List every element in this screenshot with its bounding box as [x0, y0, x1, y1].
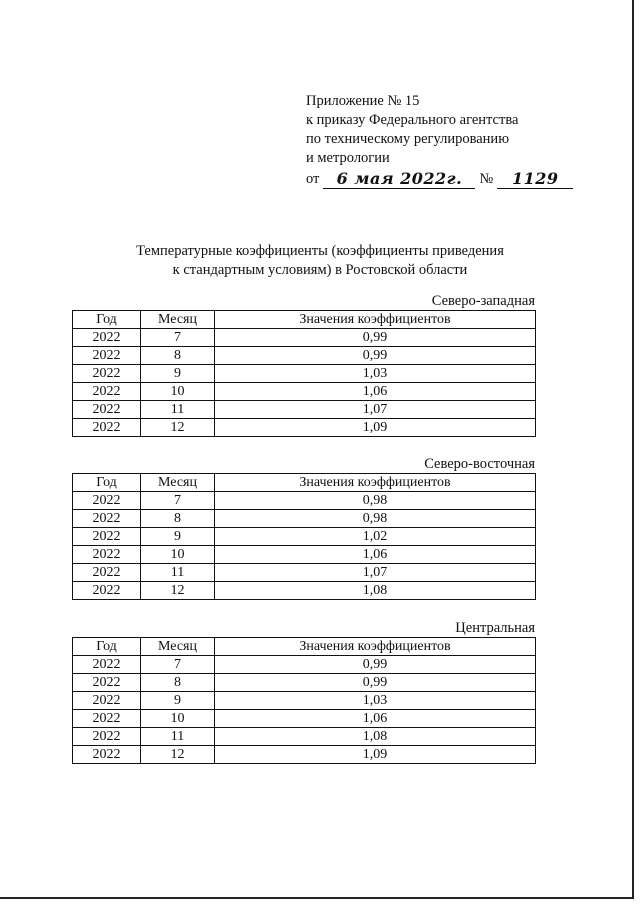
title-line-1: Температурные коэффициенты (коэффициенты приведения: [136, 243, 504, 259]
region-block-northwest: [72, 293, 535, 437]
region-block-central: [72, 620, 535, 764]
cell-month: 9: [141, 692, 215, 710]
table-row: [73, 582, 536, 600]
cell-value: 0,99: [215, 674, 536, 692]
cell-month: 11: [141, 728, 215, 746]
cell-month: 7: [141, 492, 215, 510]
cell-month: 8: [141, 510, 215, 528]
table-row: [73, 728, 536, 746]
col-header-value: Значения коэффициентов: [215, 311, 536, 329]
cell-month: 12: [141, 419, 215, 437]
cell-year: 2022: [73, 329, 141, 347]
document-title: [60, 242, 580, 280]
table-row: [73, 746, 536, 764]
handwritten-date: 6 мая 2022г.: [323, 170, 475, 189]
cell-value: 1,02: [215, 528, 536, 546]
cell-year: 2022: [73, 365, 141, 383]
col-header-month: Месяц: [141, 474, 215, 492]
cell-month: 7: [141, 329, 215, 347]
cell-value: 1,07: [215, 564, 536, 582]
cell-value: 1,06: [215, 383, 536, 401]
cell-month: 11: [141, 401, 215, 419]
table-header-row: [73, 474, 536, 492]
cell-year: 2022: [73, 347, 141, 365]
cell-month: 9: [141, 365, 215, 383]
cell-month: 12: [141, 582, 215, 600]
appendix-agency-line-2: и метрологии: [306, 150, 390, 166]
col-header-year: Год: [73, 474, 141, 492]
cell-month: 10: [141, 710, 215, 728]
table-row: [73, 692, 536, 710]
cell-month: 9: [141, 528, 215, 546]
number-label: №: [479, 171, 494, 187]
cell-value: 1,06: [215, 710, 536, 728]
region-name: Северо-восточная: [424, 456, 535, 472]
cell-value: 0,98: [215, 492, 536, 510]
cell-year: 2022: [73, 546, 141, 564]
cell-year: 2022: [73, 383, 141, 401]
table-row: [73, 347, 536, 365]
cell-value: 1,09: [215, 419, 536, 437]
cell-month: 10: [141, 546, 215, 564]
col-header-year: Год: [73, 311, 141, 329]
cell-year: 2022: [73, 728, 141, 746]
table-row: [73, 365, 536, 383]
appendix-number: Приложение № 15: [306, 93, 420, 109]
cell-value: 1,03: [215, 692, 536, 710]
cell-value: 1,07: [215, 401, 536, 419]
col-header-value: Значения коэффициентов: [215, 638, 536, 656]
order-date-line: [306, 170, 606, 189]
region-block-northeast: [72, 456, 535, 600]
cell-year: 2022: [73, 419, 141, 437]
table-row: [73, 401, 536, 419]
table-row: [73, 492, 536, 510]
appendix-order-ref: к приказу Федерального агентства: [306, 112, 519, 128]
coefficients-table: [72, 310, 536, 437]
cell-year: 2022: [73, 401, 141, 419]
appendix-header: [306, 92, 606, 189]
cell-value: 0,99: [215, 347, 536, 365]
cell-value: 0,99: [215, 329, 536, 347]
cell-value: 1,06: [215, 546, 536, 564]
cell-year: 2022: [73, 746, 141, 764]
region-name: Северо-западная: [431, 293, 535, 309]
coefficients-table: [72, 637, 536, 764]
cell-year: 2022: [73, 582, 141, 600]
cell-value: 1,08: [215, 582, 536, 600]
table-row: [73, 710, 536, 728]
region-name: Центральная: [455, 620, 535, 636]
cell-month: 8: [141, 674, 215, 692]
table-row: [73, 510, 536, 528]
cell-month: 8: [141, 347, 215, 365]
cell-year: 2022: [73, 692, 141, 710]
cell-year: 2022: [73, 710, 141, 728]
appendix-agency-line: по техническому регулированию: [306, 131, 510, 147]
table-row: [73, 546, 536, 564]
col-header-month: Месяц: [141, 311, 215, 329]
cell-value: 0,98: [215, 510, 536, 528]
cell-year: 2022: [73, 564, 141, 582]
table-row: [73, 564, 536, 582]
cell-year: 2022: [73, 510, 141, 528]
cell-value: 1,03: [215, 365, 536, 383]
cell-year: 2022: [73, 674, 141, 692]
cell-month: 12: [141, 746, 215, 764]
cell-value: 1,09: [215, 746, 536, 764]
table-header-row: [73, 638, 536, 656]
cell-year: 2022: [73, 656, 141, 674]
from-label: от: [306, 171, 320, 187]
cell-month: 7: [141, 656, 215, 674]
table-row: [73, 656, 536, 674]
col-header-year: Год: [73, 638, 141, 656]
cell-year: 2022: [73, 528, 141, 546]
table-row: [73, 419, 536, 437]
title-line-2: к стандартным условиям) в Ростовской области: [172, 262, 468, 278]
table-row: [73, 329, 536, 347]
table-row: [73, 674, 536, 692]
col-header-value: Значения коэффициентов: [215, 474, 536, 492]
table-row: [73, 528, 536, 546]
cell-value: 1,08: [215, 728, 536, 746]
table-row: [73, 383, 536, 401]
handwritten-number: 1129: [497, 170, 573, 189]
table-header-row: [73, 311, 536, 329]
cell-month: 10: [141, 383, 215, 401]
col-header-month: Месяц: [141, 638, 215, 656]
cell-value: 0,99: [215, 656, 536, 674]
cell-year: 2022: [73, 492, 141, 510]
cell-month: 11: [141, 564, 215, 582]
coefficients-table: [72, 473, 536, 600]
